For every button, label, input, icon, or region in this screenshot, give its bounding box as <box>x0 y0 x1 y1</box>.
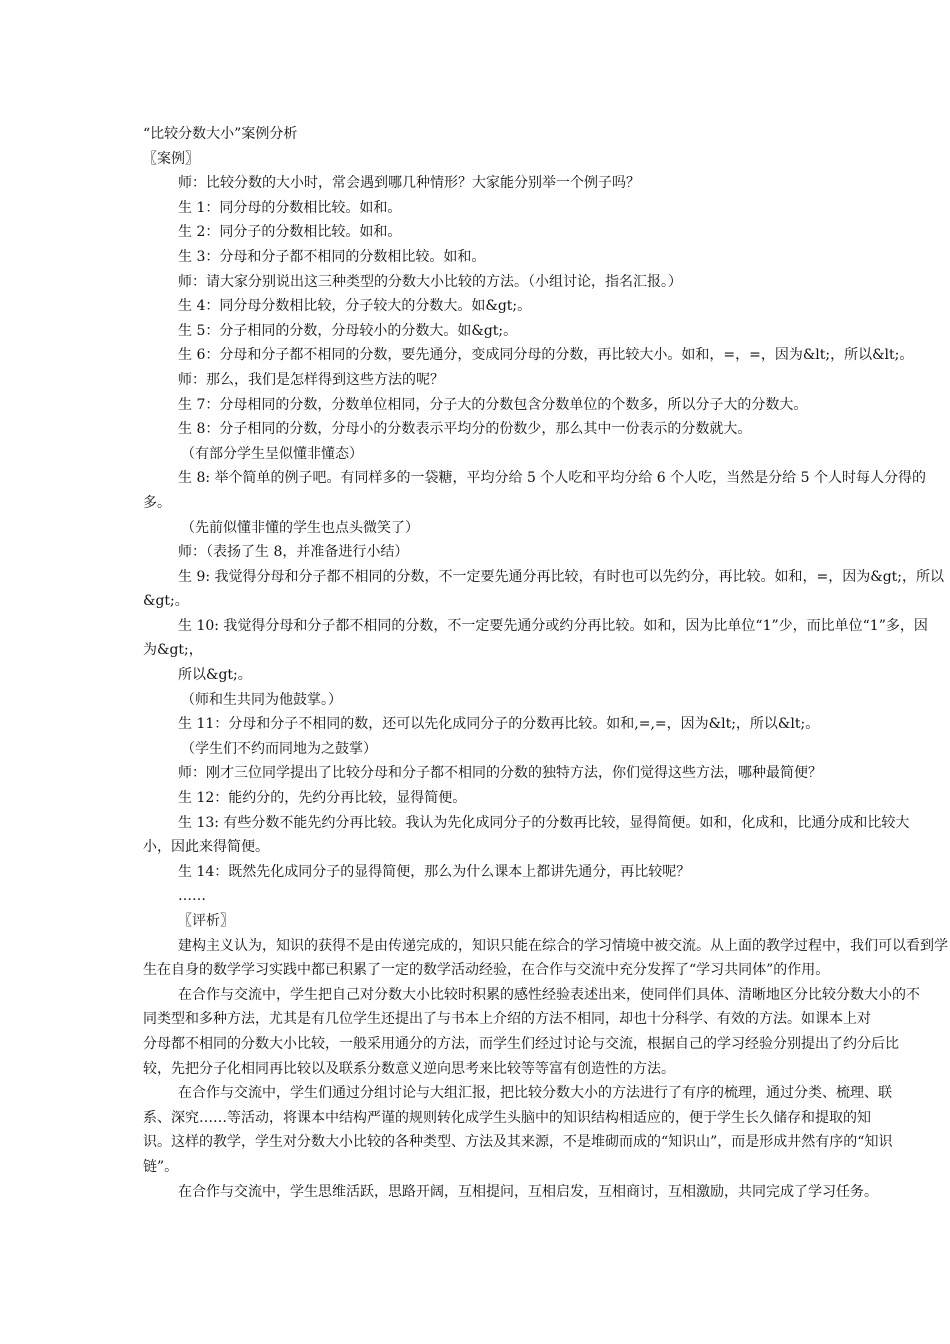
section-heading-analysis: 〖评析〗 <box>178 913 234 929</box>
dialogue-line: 生 7：分母相同的分数，分数单位相同，分子大的分数包含分数单位的个数多，所以分子大的分数大。 <box>178 396 808 413</box>
dialogue-line: 生 2：同分子的分数相比较。如和。 <box>178 224 402 241</box>
paragraph-line: 系、深究……等活动，将课本中结构严谨的规则转化成学生头脑中的知识结构相适应的，便于学生长久储存和提取的知 <box>143 1109 871 1126</box>
dialogue-line-continued: 小，因此来得简便。 <box>143 839 269 856</box>
dialogue-line: 生 5：分子相同的分数，分母较小的分数大。如&gt;。 <box>178 322 518 339</box>
stage-note: （有部分学生呈似懂非懂态） <box>181 445 363 462</box>
dialogue-line: 生 6：分母和分子都不相同的分数，要先通分，变成同分母的分数，再比较大小。如和，=，=，因为&lt;，所以&lt;。 <box>178 347 914 364</box>
dialogue-line: 生 11：分母和分子不相同的数，还可以先化成同分子的分数再比较。如和,=,=，因为&lt;，所以&lt;。 <box>178 716 820 733</box>
paragraph-line: 在合作与交流中，学生把自己对分数大小比较时积累的感性经验表述出来，使同伴们具体、清晰地区分比较分数大小的不 <box>178 986 920 1003</box>
dialogue-line-continued: 为&gt;， <box>143 642 203 659</box>
stage-note: （先前似懂非懂的学生也点头微笑了） <box>181 519 419 536</box>
paragraph-line: 建构主义认为，知识的获得不是由传递完成的，知识只能在综合的学习情境中被交流。从上面的教学过程中，我们可以看到学 <box>178 937 948 954</box>
dialogue-line: 师：比较分数的大小时，常会遇到哪几种情形？大家能分别举一个例子吗？ <box>178 175 640 192</box>
stage-note: （师和生共同为他鼓掌。） <box>181 691 342 708</box>
paragraph-line: 生在自身的数学学习实践中都已积累了一定的数学活动经验，在合作与交流中充分发挥了“学习共同体”的作用。 <box>143 962 830 979</box>
paragraph-line: 同类型和多种方法，尤其是有几位学生还提出了与书本上介绍的方法不相同，却也十分科学、有效的方法。如课本上对 <box>143 1011 871 1028</box>
dialogue-line: 师：（表扬了生 8，并准备进行小结） <box>178 544 409 561</box>
dialogue-line: 生 9: 我觉得分母和分子都不相同的分数，不一定要先通分再比较，有时也可以先约分，再比较。如和，=，因为&gt;，所以 <box>178 568 945 585</box>
dialogue-line-continued: 所以&gt;。 <box>178 667 252 684</box>
dialogue-line: 师：那么，我们是怎样得到这些方法的呢？ <box>178 371 444 388</box>
dialogue-line: 生 14：既然先化成同分子的显得简便，那么为什么课本上都讲先通分，再比较呢？ <box>178 863 691 880</box>
dialogue-line: 生 8: 举个简单的例子吧。有同样多的一袋糖，平均分给 5 个人吃和平均分给 6 个人吃，当然是分给 5 个人时每人分得的 <box>178 470 926 487</box>
stage-note: （学生们不约而同地为之鼓掌） <box>181 740 377 757</box>
paragraph-line: 在合作与交流中，学生思维活跃，思路开阔，互相提问，互相启发，互相商讨，互相激励，共同完成了学习任务。 <box>178 1183 878 1200</box>
dialogue-line: 生 1：同分母的分数相比较。如和。 <box>178 199 402 216</box>
dialogue-line: 生 4：同分母分数相比较，分子较大的分数大。如&gt;。 <box>178 298 532 315</box>
dialogue-line-continued: 多。 <box>143 494 171 511</box>
dialogue-line: 师：刚才三位同学提出了比较分母和分子都不相同的分数的独特方法，你们觉得这些方法，哪种最简便？ <box>178 765 822 782</box>
dialogue-line: 生 13: 有些分数不能先约分再比较。我认为先化成同分子的分数再比较，显得简便。如和，化成和，比通分成和比较大 <box>178 814 910 831</box>
paragraph-line: 较，先把分子化相同再比较以及联系分数意义逆向思考来比较等等富有创造性的方法。 <box>143 1060 675 1077</box>
dialogue-line: 生 10: 我觉得分母和分子都不相同的分数，不一定要先通分或约分再比较。如和，因为比单位“1”少，而比单位“1”多，因 <box>178 617 928 634</box>
document-body <box>143 122 950 1204</box>
paragraph-line: 在合作与交流中，学生们通过分组讨论与大组汇报，把比较分数大小的方法进行了有序的梳理，通过分类、梳理、联 <box>178 1085 892 1102</box>
paragraph-line: 分母都不相同的分数大小比较，一般采用通分的方法，而学生们经过讨论与交流，根据自己的学习经验分别提出了约分后比 <box>143 1035 899 1052</box>
section-heading-case: 〖案例〗 <box>143 150 199 167</box>
dialogue-line: 生 8：分子相同的分数，分母小的分数表示平均分的份数少，那么其中一份表示的分数就大。 <box>178 421 752 438</box>
dialogue-line-continued: &gt;。 <box>143 593 189 610</box>
dialogue-line: 生 12：能约分的，先约分再比较，显得简便。 <box>178 790 467 807</box>
dialogue-line: 生 3：分母和分子都不相同的分数相比较。如和。 <box>178 248 486 265</box>
dialogue-line: 师：请大家分别说出这三种类型的分数大小比较的方法。（小组讨论，指名汇报。） <box>178 273 682 290</box>
document-title: “比较分数大小”案例分析 <box>143 126 298 142</box>
paragraph-line: 链”。 <box>143 1158 179 1175</box>
ellipsis-line: …… <box>178 888 206 905</box>
paragraph-line: 识。这样的教学，学生对分数大小比较的各种类型、方法及其来源，不是堆砌而成的“知识山”，而是形成井然有序的“知识 <box>143 1134 893 1151</box>
